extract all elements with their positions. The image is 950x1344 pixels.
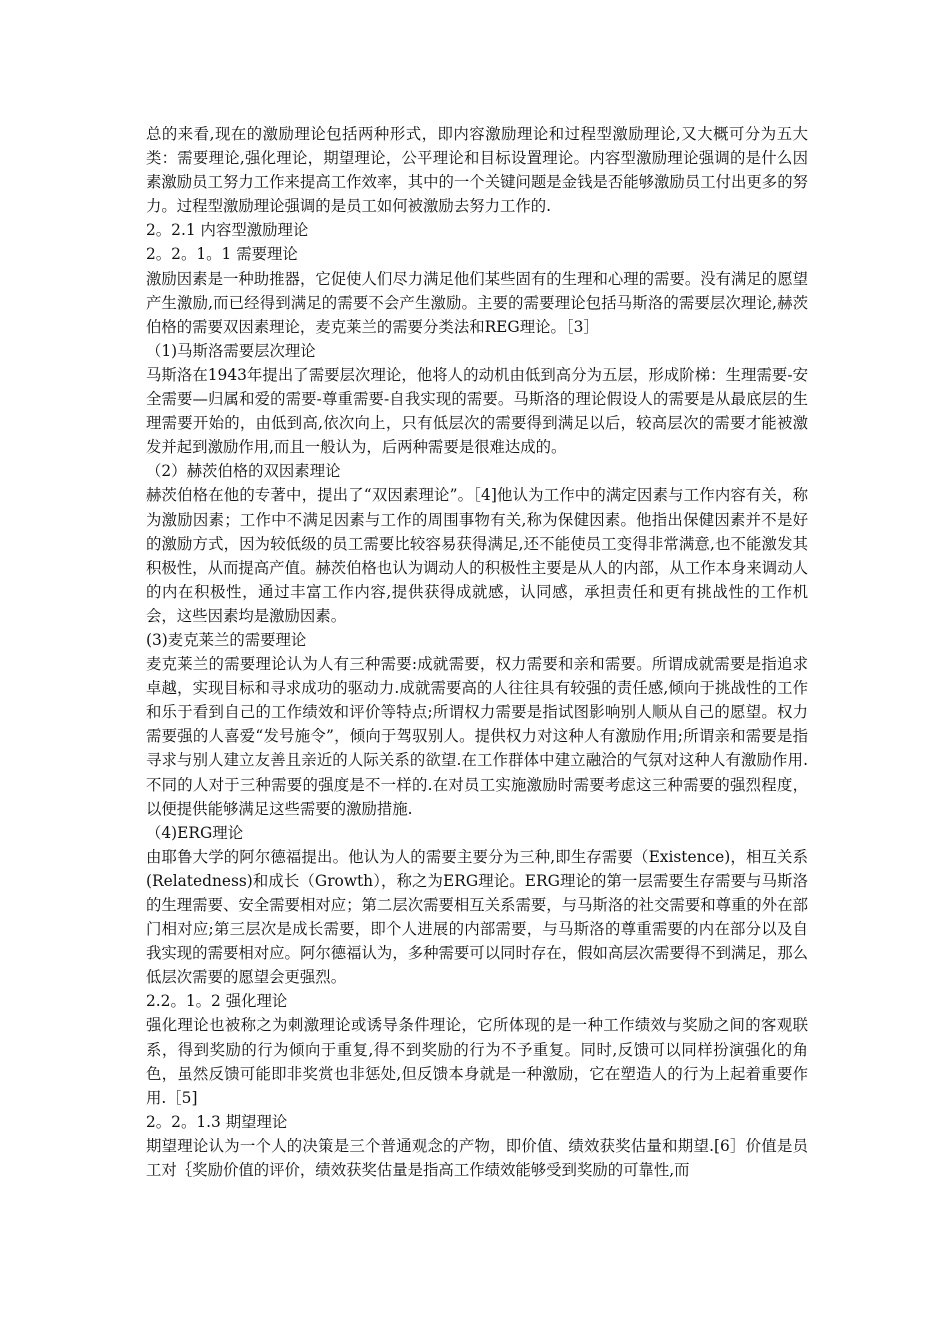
section-heading-need-theory: 2。2。1。1 需要理论 bbox=[146, 245, 298, 264]
document-body bbox=[146, 122, 808, 1182]
subheading-mcclelland: (3)麦克莱兰的需要理论 bbox=[146, 630, 307, 649]
paragraph-maslow: 马斯洛在1943年提出了需要层次理论，他将人的动机由低到高分为五层，形成阶梯：生理需要-安全需要—归属和爱的需要-尊重需要-自我实现的需要。马斯洛的理论假设人的需要是从最底层的生理需要开始的，由低到高,依次向上，只有低层次的需要得到满足以后，较高层次的需要才能被激发并起到激励作用,而且一般认为，后两种需要是很难达成的。 bbox=[146, 365, 808, 457]
subheading-maslow: （1)马斯洛需要层次理论 bbox=[146, 341, 316, 360]
paragraph-expectancy: 期望理论认为一个人的决策是三个普通观念的产物，即价值、绩效获奖估量和期望.[6］价值是员工对｛奖励价值的评价，绩效获奖估量是指高工作绩效能够受到奖励的可靠性,而 bbox=[146, 1136, 808, 1180]
section-heading-expectancy: 2。2。1.3 期望理论 bbox=[146, 1112, 288, 1131]
paragraph-erg: 由耶鲁大学的阿尔德福提出。他认为人的需要主要分为三种,即生存需要（Existence)，相互关系(Relatedness)和成长（Growth），称之为ERG理论。ERG理论的第一层需要生存需要与马斯洛的生理需要、安全需要相对应；第二层次需要相互关系需要，与马斯洛的社交需要和尊重的外在部门相对应;第三层次是成长需要，即个人进展的内部需要，与马斯洛的尊重需要的内在部分以及自我实现的需要相对应。阿尔德福认为，多种需要可以同时存在，假如高层次需要得不到满足，那么低层次需要的愿望会更强烈。 bbox=[146, 847, 808, 987]
paragraph-intro: 总的来看,现在的激励理论包括两种形式，即内容激励理论和过程型激励理论,又大概可分为五大类：需要理论,强化理论，期望理论，公平理论和目标设置理论。内容型激励理论强调的是什么因素激励员工努力工作来提高工作效率，其中的一个关键问题是金钱是否能够激励员工付出更多的努力。过程型激励理论强调的是员工如何被激励去努力工作的. bbox=[146, 125, 808, 216]
subheading-herzberg: （2）赫茨伯格的双因素理论 bbox=[146, 462, 341, 481]
paragraph-mcclelland: 麦克莱兰的需要理论认为人有三种需要:成就需要，权力需要和亲和需要。所谓成就需要是指追求卓越，实现目标和寻求成功的驱动力.成就需要高的人往往具有较强的责任感,倾向于挑战性的工作和乐于看到自己的工作绩效和评价等特点;所谓权力需要是指试图影响别人顺从自己的愿望。权力需要强的人喜爱“发号施令”，倾向于驾驭别人。提供权力对这种人有激励作用;所谓亲和需要是指寻求与别人建立友善且亲近的人际关系的欲望.在工作群体中建立融洽的气氛对这种人有激励作用.不同的人对于三种需要的强度是不一样的.在对员工实施激励时需要考虑这三种需要的强烈程度，以便提供能够满足这些需要的激励措施. bbox=[146, 655, 808, 818]
section-heading-content-theory: 2。2.1 内容型激励理论 bbox=[146, 221, 309, 240]
section-heading-reinforcement: 2.2。1。2 强化理论 bbox=[146, 992, 288, 1011]
paragraph-need-theory: 激励因素是一种助推器，它促使人们尽力满足他们某些固有的生理和心理的需要。没有满足的愿望产生激励,而已经得到满足的需要不会产生激励。主要的需要理论包括马斯洛的需要层次理论,赫茨伯格的需要双因素理论，麦克莱兰的需要分类法和REG理论。［3］ bbox=[146, 269, 808, 336]
paragraph-reinforcement: 强化理论也被称之为刺激理论或诱导条件理论，它所体现的是一种工作绩效与奖励之间的客观联系，得到奖励的行为倾向于重复,得不到奖励的行为不予重复。同时,反馈可以同样扮演强化的角色，虽然反馈可能即非奖赏也非惩处,但反馈本身就是一种激励，它在塑造人的行为上起着重要作用.［5] bbox=[146, 1016, 808, 1107]
subheading-erg: （4)ERG理论 bbox=[146, 823, 244, 842]
paragraph-herzberg: 赫茨伯格在他的专著中，提出了“双因素理论”。［4]他认为工作中的满定因素与工作内容有关，称为激励因素；工作中不满足因素与工作的周围事物有关,称为保健因素。他指出保健因素并不是好的激励方式，因为较低级的员工需要比较容易获得满足,还不能使员工变得非常满意,也不能激发其积极性，从而提高产值。赫茨伯格也认为调动人的积极性主要是从人的内部，从工作本身来调动人的内在积极性，通过丰富工作内容,提供获得成就感，认同感，承担责任和更有挑战性的工作机会，这些因素均是激励因素。 bbox=[146, 486, 808, 625]
